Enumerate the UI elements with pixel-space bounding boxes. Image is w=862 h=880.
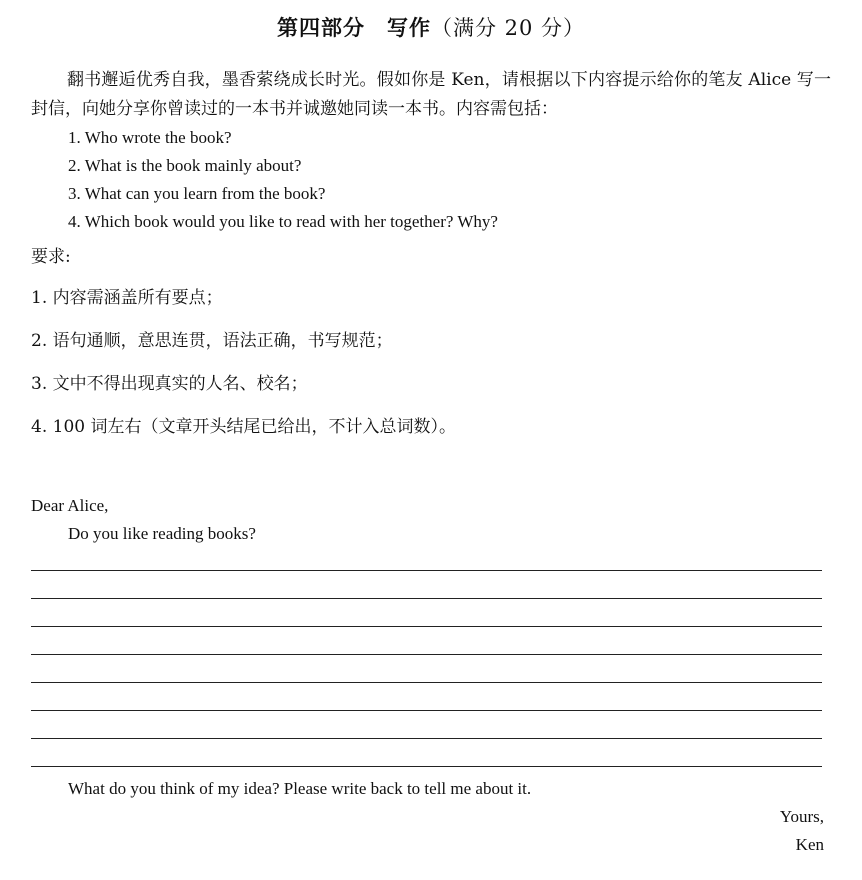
requirement-item: 4. 100 词左右（文章开头结尾已给出，不计入总词数）。 (31, 417, 456, 437)
letter-signature: Ken (795, 835, 824, 854)
writing-line[interactable] (31, 710, 822, 711)
section-score: （满分 20 分） (430, 16, 586, 40)
writing-line[interactable] (31, 682, 822, 683)
writing-line[interactable] (31, 626, 822, 627)
writing-line[interactable] (31, 766, 822, 767)
writing-line[interactable] (31, 598, 822, 599)
content-point: 1. Who wrote the book? (68, 128, 232, 147)
content-points-list (68, 124, 498, 236)
requirements-label: 要求: (31, 247, 71, 267)
letter-opening: Do you like reading books? (68, 524, 256, 543)
requirement-item: 1. 内容需涵盖所有要点； (31, 288, 223, 308)
task-intro: 翻书邂逅优秀自我，墨香萦绕成长时光。假如你是 Ken，请根据以下内容提示给你的笔友 Alice 写一封信，向她分享你曾读过的一本书并诚邀她同读一本书。内容需包括： (31, 70, 831, 119)
letter-closing: What do you think of my idea? Please write back to tell me about it. (68, 779, 532, 798)
content-point: 3. What can you learn from the book? (68, 184, 326, 203)
content-point: 4. Which book would you like to read with her together? Why? (68, 212, 498, 231)
writing-line[interactable] (31, 654, 822, 655)
requirement-item: 3. 文中不得出现真实的人名、校名； (31, 374, 308, 394)
letter-signoff: Yours, (779, 807, 824, 826)
letter-greeting: Dear Alice, (31, 496, 109, 515)
requirement-item: 2. 语句通顺，意思连贯，语法正确，书写规范； (31, 331, 393, 351)
requirements-list (31, 284, 456, 456)
content-point: 2. What is the book mainly about? (68, 156, 302, 175)
writing-lines[interactable] (31, 570, 822, 794)
section-title (0, 12, 862, 42)
writing-line[interactable] (31, 738, 822, 739)
section-title-text: 第四部分 写作 (276, 16, 431, 40)
letter-signoff-block (780, 803, 824, 859)
writing-line[interactable] (31, 570, 822, 571)
